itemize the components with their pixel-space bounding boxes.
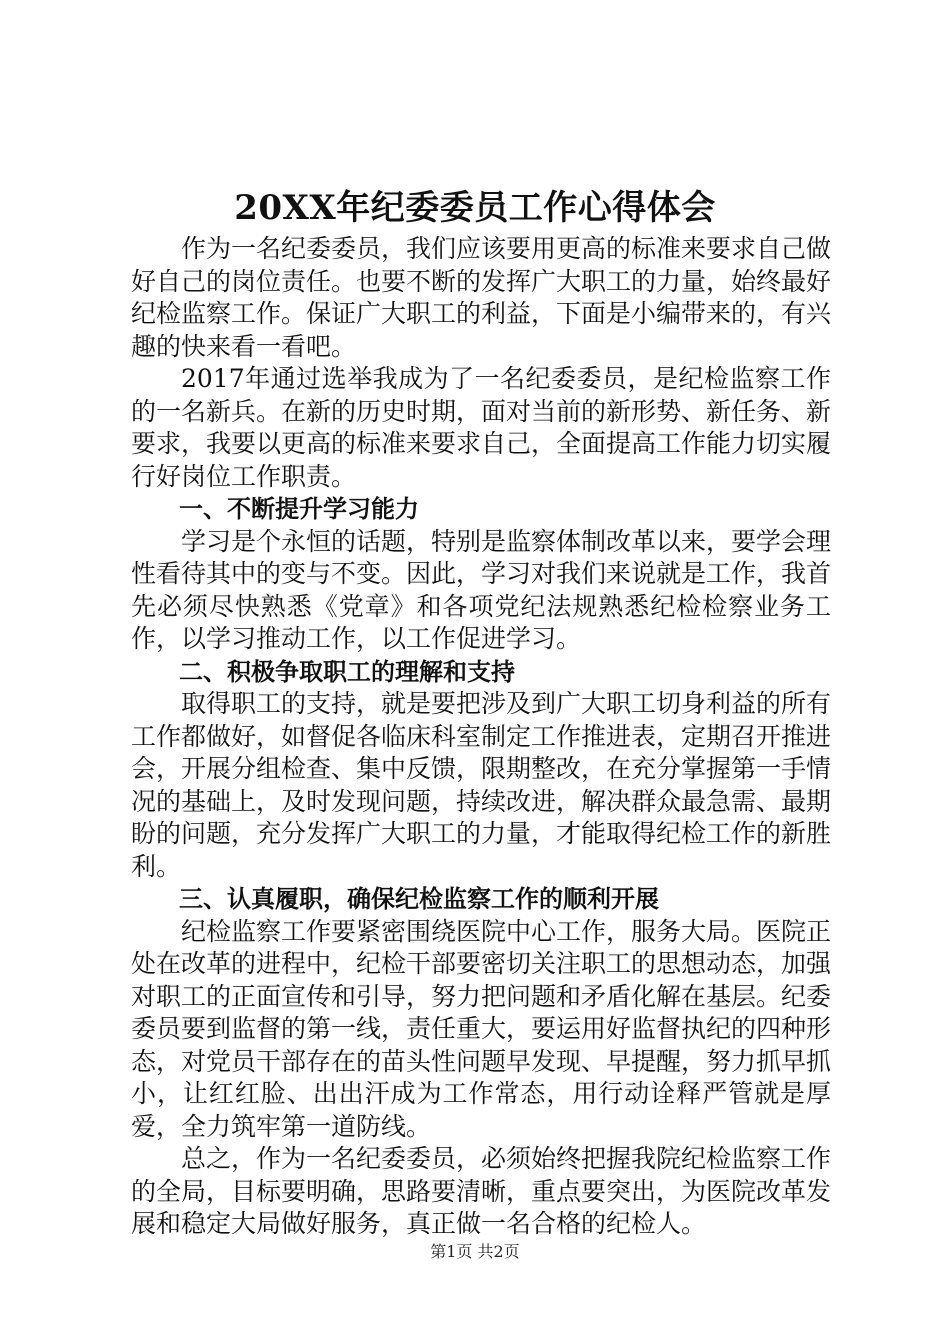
intro-paragraph: 作为一名纪委委员，我们应该要用更高的标准来要求自己做好自己的岗位责任。也要不断的发挥广大职工的力量，始终最好纪检监察工作。保证广大职工的利益，下面是小编带来的，有兴趣的快来看一看吧。 xyxy=(131,234,832,361)
document-body xyxy=(131,233,831,1241)
section-2-paragraph: 取得职工的支持，就是要把涉及到广大职工切身利益的所有工作都做好，如督促各临床科室制定工作推进表，定期召开推进会，开展分组检查、集中反馈，限期整改，在充分掌握第一手情况的基础上，及时发现问题，持续改进，解决群众最急需、最期盼的问题，充分发挥广大职工的力量，才能取得纪检工作的新胜利。 xyxy=(131,689,832,881)
document-title: 20XX年纪委委员工作心得体会 xyxy=(234,188,716,228)
section-3-paragraph: 纪检监察工作要紧密围绕医院中心工作，服务大局。医院正处在改革的进程中，纪检干部要密切关注职工的思想动态，加强对职工的正面宣传和引导，努力把问题和矛盾化解在基层。纪委委员要到监督的第一线，责任重大，要运用好监督执纪的四种形态，对党员干部存在的苗头性问题早发现、早提醒，努力抓早抓小，让红红脸、出出汗成为工作常态，用行动诠释严管就是厚爱，全力筑牢第一道防线。 xyxy=(131,916,832,1141)
background-paragraph: 2017年通过选举我成为了一名纪委委员，是纪检监察工作的一名新兵。在新的历史时期，面对当前的新形势、新任务、新要求，我要以更高的标准来要求自己，全面提高工作能力切实履行好岗位工作职责。 xyxy=(131,364,832,491)
conclusion-paragraph: 总之，作为一名纪委委员，必须始终把握我院纪检监察工作的全局，目标要明确，思路要清晰，重点要突出，为医院改革发展和稳定大局做好服务，真正做一名合格的纪检人。 xyxy=(131,1144,832,1238)
section-1-paragraph: 学习是个永恒的话题，特别是监察体制改革以来，要学会理性看待其中的变与不变。因此，学习对我们来说就是工作，我首先必须尽快熟悉《党章》和各项党纪法规熟悉纪检检察业务工作，以学习推动工作，以工作促进学习。 xyxy=(131,526,832,653)
section-heading-3: 三、认真履职，确保纪检监察工作的顺利开展 xyxy=(179,885,659,913)
section-heading-1: 一、不断提升学习能力 xyxy=(179,495,419,523)
section-heading-2: 二、积极争取职工的理解和支持 xyxy=(179,657,515,686)
page-footer: 第1页 共2页 xyxy=(430,1242,520,1261)
